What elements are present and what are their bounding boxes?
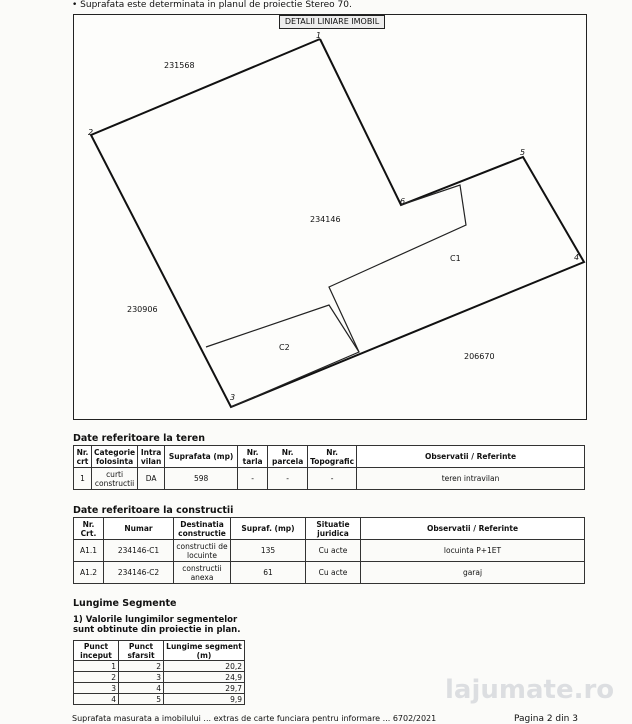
point-4-label: 4 — [574, 253, 580, 262]
building-label-c1: C1 — [450, 254, 461, 263]
point-1-label: 1 — [316, 31, 322, 40]
col-categorie: Categorie folosinta — [92, 446, 138, 468]
teren-heading: Date referitoare la teren — [73, 433, 205, 444]
cell: A1.1 — [74, 540, 104, 562]
table-row — [74, 683, 245, 694]
cell: 20,2 — [164, 661, 245, 672]
col-destinatia: Destinatia constructie — [174, 518, 231, 540]
cell: - — [308, 468, 357, 490]
segmente-heading: Lungime Segmente — [73, 598, 177, 609]
col-parcela: Nr. parcela — [268, 446, 308, 468]
cell: 3 — [119, 672, 164, 683]
cell: 4 — [119, 683, 164, 694]
col-punct-sfarsit: Punct sfarsit — [119, 641, 164, 661]
cell: 9,9 — [164, 694, 245, 705]
cell: 234146-C1 — [104, 540, 174, 562]
cell: - — [238, 468, 268, 490]
point-3-label: 3 — [230, 393, 236, 402]
footer-text: Suprafata masurata a imobilului ... extras de carte funciara pentru informare ... 6702/2021 — [72, 714, 437, 723]
col-numar: Numar — [104, 518, 174, 540]
parcel-label-north: 231568 — [164, 61, 195, 70]
cell: A1.2 — [74, 562, 104, 584]
col-punct-inceput: Punct inceput — [74, 641, 119, 661]
col-nr-crt: Nr. Crt. — [74, 518, 104, 540]
plan-drawing — [73, 14, 587, 420]
cell: 29,7 — [164, 683, 245, 694]
cell: 234146-C2 — [104, 562, 174, 584]
point-5-label: 5 — [520, 148, 526, 157]
table-row — [74, 540, 585, 562]
stereo-note: • Suprafata este determinata in planul de proiectie Stereo 70. — [72, 0, 352, 10]
cell: - — [268, 468, 308, 490]
table-row — [74, 661, 245, 672]
teren-table — [73, 445, 585, 490]
plan-title: DETALII LINIARE IMOBIL — [279, 15, 385, 29]
parcel-label-main: 234146 — [310, 215, 341, 224]
col-topografic: Nr. Topografic — [308, 446, 357, 468]
table-row — [74, 672, 245, 683]
building-label-c2: C2 — [279, 343, 290, 352]
col-suprafata: Suprafata (mp) — [165, 446, 238, 468]
page-number: Pagina 2 din 3 — [514, 714, 578, 724]
col-situatie: Situatie juridica — [306, 518, 361, 540]
parcel-label-southeast: 206670 — [464, 352, 495, 361]
cell: locuinta P+1ET — [361, 540, 585, 562]
building-c2-outline — [206, 305, 359, 407]
cell: 135 — [231, 540, 306, 562]
cell: Cu acte — [306, 562, 361, 584]
col-intravilan: Intra vilan — [138, 446, 165, 468]
cell: constructii anexa — [174, 562, 231, 584]
cell: 598 — [165, 468, 238, 490]
cell: DA — [138, 468, 165, 490]
cell: Cu acte — [306, 540, 361, 562]
cell: 24,9 — [164, 672, 245, 683]
constructii-heading: Date referitoare la constructii — [73, 505, 234, 516]
cell: 2 — [119, 661, 164, 672]
segmente-table — [73, 640, 245, 705]
table-row — [74, 468, 585, 490]
cell: 1 — [74, 661, 119, 672]
table-row — [74, 694, 245, 705]
watermark-text: lajumate.ro — [445, 675, 615, 705]
cell: 4 — [74, 694, 119, 705]
cell: 61 — [231, 562, 306, 584]
cell: 3 — [74, 683, 119, 694]
table-row — [74, 562, 585, 584]
cell: garaj — [361, 562, 585, 584]
cell: 2 — [74, 672, 119, 683]
watermark-logo — [445, 675, 614, 705]
cell: constructii de locuinte — [174, 540, 231, 562]
point-6-label: 6 — [400, 197, 406, 206]
building-c1-outline — [329, 185, 466, 352]
col-nr-crt: Nr. crt — [74, 446, 92, 468]
point-2-label: 2 — [88, 128, 94, 137]
col-tarla: Nr. tarla — [238, 446, 268, 468]
constructii-table — [73, 517, 585, 584]
col-suprafata: Supraf. (mp) — [231, 518, 306, 540]
parcel-label-west: 230906 — [127, 305, 158, 314]
cell: 5 — [119, 694, 164, 705]
col-observatii: Observatii / Referinte — [357, 446, 585, 468]
col-observatii: Observatii / Referinte — [361, 518, 585, 540]
cell: curti constructii — [92, 468, 138, 490]
segmente-subheading: 1) Valorile lungimilor segmentelor sunt obtinute din proiectie in plan. — [73, 615, 241, 635]
col-lungime: Lungime segment (m) — [164, 641, 245, 661]
cell: 1 — [74, 468, 92, 490]
cell: teren intravilan — [357, 468, 585, 490]
